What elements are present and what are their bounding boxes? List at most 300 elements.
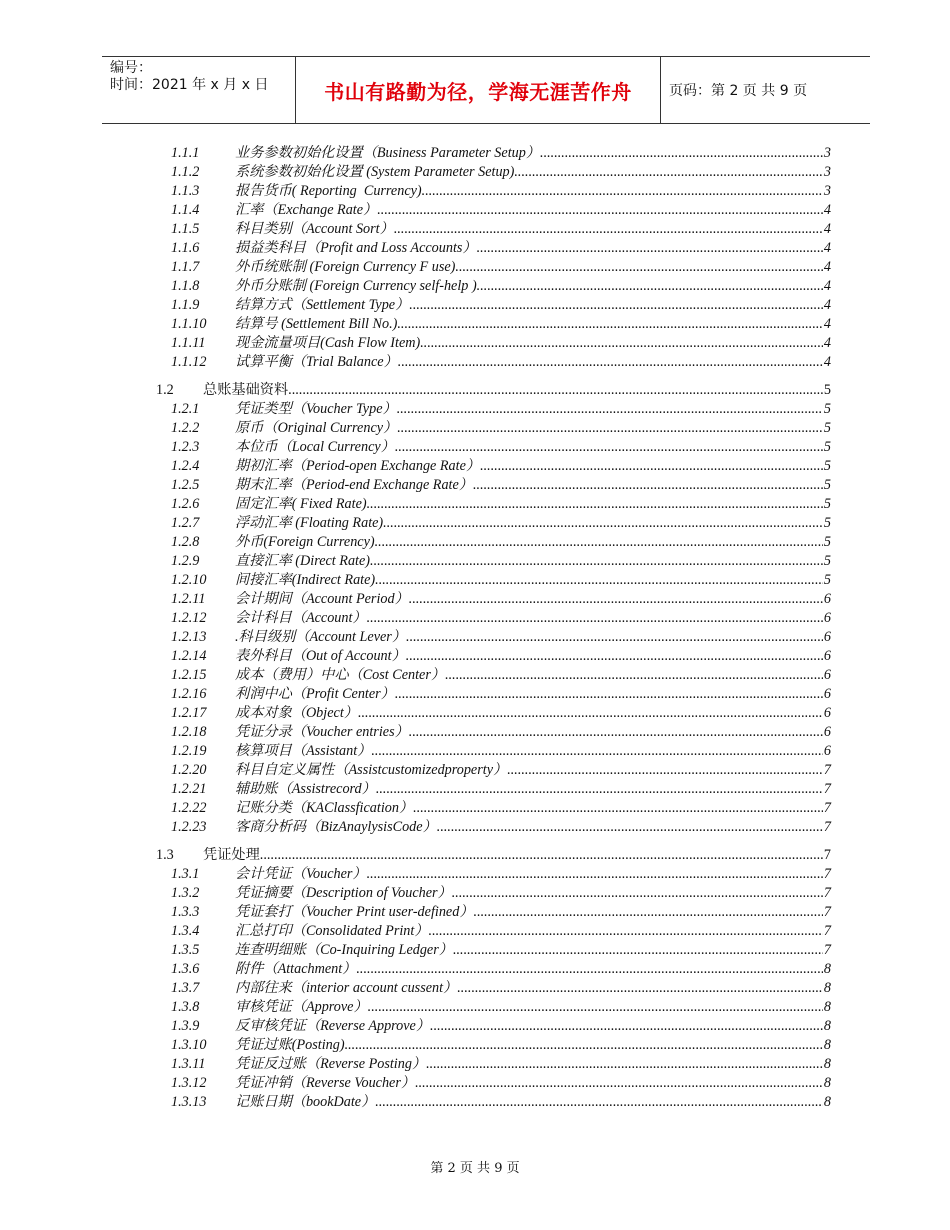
toc-entry-number: 1.2.6 — [171, 496, 200, 512]
toc-entry[interactable] — [0, 296, 950, 315]
toc-dot-leader — [477, 239, 823, 258]
toc-entry-title: 利润中心（Profit Center） — [235, 686, 395, 702]
toc-entry-line — [235, 258, 831, 277]
toc-entry-line — [235, 296, 831, 315]
toc-entry-title: 凭证类型（Voucher Type） — [235, 401, 397, 417]
toc-entry-title: 总账基础资料 — [203, 382, 289, 398]
toc-entry-line — [235, 1074, 831, 1093]
toc-entry-page: 6 — [823, 705, 831, 721]
toc-entry[interactable] — [0, 552, 950, 571]
toc-entry-page: 8 — [823, 961, 831, 977]
toc-entry-number: 1.2.1 — [171, 401, 200, 417]
toc-entry[interactable] — [0, 334, 950, 353]
toc-entry[interactable] — [0, 277, 950, 296]
toc-entry-page: 7 — [823, 800, 831, 816]
toc-entry-number: 1.2.23 — [171, 819, 207, 835]
toc-entry-number: 1.1.8 — [171, 278, 200, 294]
toc-entry-page: 6 — [823, 591, 831, 607]
toc-entry-line — [235, 182, 831, 201]
toc-entry[interactable] — [0, 239, 950, 258]
toc-dot-leader — [406, 628, 823, 647]
toc-dot-leader — [420, 334, 823, 353]
toc-entry-line — [235, 277, 831, 296]
toc-entry[interactable] — [0, 780, 950, 799]
toc-entry-line — [235, 1036, 831, 1055]
toc-dot-leader — [477, 277, 823, 296]
toc-entry[interactable] — [0, 960, 950, 979]
toc-dot-leader — [426, 1055, 823, 1074]
toc-dot-leader — [473, 476, 823, 495]
toc-entry-number: 1.2.15 — [171, 667, 207, 683]
toc-dot-leader — [367, 865, 823, 884]
toc-entry-page: 7 — [823, 885, 831, 901]
toc-entry-line — [235, 1017, 831, 1036]
toc-entry-number: 1.1.12 — [171, 354, 207, 370]
toc-entry-title: 结算方式（Settlement Type） — [235, 297, 410, 313]
toc-entry-page: 5 — [823, 439, 831, 455]
toc-entry-line — [235, 628, 831, 647]
toc-entry-number: 1.3.10 — [171, 1037, 207, 1053]
toc-entry-line — [235, 723, 831, 742]
toc-entry-page: 7 — [823, 923, 831, 939]
toc-entry-line — [235, 315, 831, 334]
toc-entry-title: 浮动汇率 (Floating Rate) — [235, 515, 384, 531]
toc-section — [0, 144, 950, 372]
toc-entry-title: 科目类别（Account Sort） — [235, 221, 394, 237]
toc-entry-title: 汇总打印（Consolidated Print） — [235, 923, 429, 939]
page-footer — [0, 1157, 950, 1176]
toc-dot-leader — [480, 457, 823, 476]
toc-entry[interactable] — [0, 590, 950, 609]
toc-entry-title: 内部往来（interior account cussent） — [235, 980, 458, 996]
toc-entry[interactable] — [0, 609, 950, 628]
toc-entry-page: 6 — [823, 724, 831, 740]
toc-entry-line — [235, 704, 831, 723]
toc-dot-leader — [474, 903, 823, 922]
toc-entry-title: 间接汇率(Indirect Rate) — [235, 572, 376, 588]
toc-entry-line — [235, 1093, 831, 1112]
toc-entry-line — [235, 647, 831, 666]
toc-dot-leader — [367, 609, 823, 628]
toc-entry[interactable] — [0, 704, 950, 723]
toc-entry-title: 业务参数初始化设置（Business Parameter Setup） — [235, 145, 541, 161]
toc-entry-number: 1.2.16 — [171, 686, 207, 702]
toc-entry-page: 5 — [823, 572, 831, 588]
toc-entry-page: 4 — [823, 240, 831, 256]
toc-entry-title: 记账分类（KAClassfication） — [235, 800, 414, 816]
toc-entry-title: 审核凭证（Approve） — [235, 999, 368, 1015]
toc-entry[interactable] — [0, 571, 950, 590]
toc-entry-title: 本位币（Local Currency） — [235, 439, 395, 455]
toc-dot-leader — [397, 419, 823, 438]
toc-entry-title: 反审核凭证（Reverse Approve） — [235, 1018, 431, 1034]
toc-dot-leader — [415, 1074, 823, 1093]
toc-entry-number: 1.2.14 — [171, 648, 207, 664]
toc-dot-leader — [455, 258, 823, 277]
toc-entry-page: 7 — [823, 866, 831, 882]
toc-entry-number: 1.1.7 — [171, 259, 200, 275]
toc-entry-number: 1.2.9 — [171, 553, 200, 569]
toc-dot-leader — [457, 979, 823, 998]
toc-entry-number: 1.3.3 — [171, 904, 200, 920]
toc-dot-leader — [375, 1093, 823, 1112]
toc-entry-page: 4 — [823, 221, 831, 237]
toc-dot-leader — [383, 514, 823, 533]
document-number-label: 编号： — [110, 60, 152, 76]
toc-dot-leader — [406, 647, 823, 666]
toc-entry-title: 汇率（Exchange Rate） — [235, 202, 378, 218]
toc-entry-title: 期初汇率（Period-open Exchange Rate） — [235, 458, 481, 474]
toc-entry[interactable] — [0, 220, 950, 239]
toc-entry[interactable] — [0, 419, 950, 438]
toc-entry-line — [235, 998, 831, 1017]
toc-entry[interactable] — [0, 438, 950, 457]
toc-entry-line — [235, 353, 831, 372]
toc-entry-title: 会计科目（Account） — [235, 610, 367, 626]
toc-entry-title: 外币分账制 (Foreign Currency self-help ) — [235, 278, 477, 294]
toc-entry-number: 1.2.7 — [171, 515, 200, 531]
toc-entry-title: 外币(Foreign Currency) — [235, 534, 375, 550]
toc-entry-page: 6 — [823, 686, 831, 702]
toc-entry-number: 1.2.11 — [171, 591, 206, 607]
toc-entry-page: 7 — [823, 942, 831, 958]
toc-entry-line — [235, 1055, 831, 1074]
toc-entry-title: 期末汇率（Period-end Exchange Rate） — [235, 477, 473, 493]
toc-dot-leader — [430, 1017, 823, 1036]
toc-entry-page: 5 — [823, 420, 831, 436]
toc-entry-page: 5 — [823, 477, 831, 493]
toc-entry-title: 表外科目（Out of Account） — [235, 648, 406, 664]
toc-dot-leader — [540, 144, 823, 163]
toc-dot-leader — [358, 704, 823, 723]
toc-entry-line — [235, 457, 831, 476]
header-meta — [102, 57, 296, 123]
toc-entry-line — [203, 381, 831, 400]
toc-dot-leader — [409, 296, 823, 315]
toc-entry-title: 凭证摘要（Description of Voucher） — [235, 885, 452, 901]
toc-entry-page: 8 — [823, 1056, 831, 1072]
toc-dot-leader — [375, 533, 823, 552]
toc-entry-number: 1.2.18 — [171, 724, 207, 740]
toc-entry-number: 1.1.6 — [171, 240, 200, 256]
toc-entry-page: 5 — [823, 496, 831, 512]
toc-entry[interactable] — [0, 182, 950, 201]
toc-entry-title: 外币统账制 (Foreign Currency F use) — [235, 259, 456, 275]
toc-dot-leader — [507, 761, 823, 780]
toc-entry-line — [235, 590, 831, 609]
toc-entry[interactable] — [0, 1017, 950, 1036]
table-of-contents — [0, 144, 950, 1112]
toc-entry-line — [235, 761, 831, 780]
toc-entry-number: 1.2 — [156, 382, 174, 398]
toc-entry-page: 5 — [823, 458, 831, 474]
toc-dot-leader — [445, 666, 823, 685]
toc-dot-leader — [288, 381, 823, 400]
toc-entry-number: 1.2.17 — [171, 705, 207, 721]
toc-entry-page: 6 — [823, 743, 831, 759]
toc-entry-line — [235, 818, 831, 837]
toc-entry-line — [235, 476, 831, 495]
toc-entry[interactable] — [0, 163, 950, 182]
toc-entry-number: 1.3.11 — [171, 1056, 206, 1072]
toc-entry[interactable] — [0, 979, 950, 998]
toc-dot-leader — [422, 182, 823, 201]
toc-entry[interactable] — [0, 353, 950, 372]
toc-entry-page: 5 — [823, 534, 831, 550]
toc-entry-page: 3 — [823, 183, 831, 199]
toc-entry-line — [235, 144, 831, 163]
toc-section-heading[interactable] — [0, 846, 950, 865]
toc-entry[interactable] — [0, 818, 950, 837]
toc-entry-number: 1.3.13 — [171, 1094, 207, 1110]
toc-entry-title: 附件（Attachment） — [235, 961, 357, 977]
toc-entry-line — [235, 571, 831, 590]
toc-dot-leader — [429, 922, 823, 941]
toc-entry-title: 科目自定义属性（Assistcustomizedproperty） — [235, 762, 508, 778]
toc-entry[interactable] — [0, 799, 950, 818]
toc-entry-title: 凭证处理 — [203, 847, 260, 863]
toc-entry-line — [235, 334, 831, 353]
toc-entry[interactable] — [0, 1055, 950, 1074]
toc-entry-title: .科目级别（Account Lever） — [235, 629, 407, 645]
toc-entry-line — [235, 552, 831, 571]
toc-entry-line — [235, 495, 831, 514]
toc-entry-title: 会计期间（Account Period） — [235, 591, 409, 607]
toc-entry-number: 1.2.10 — [171, 572, 207, 588]
toc-entry-line — [235, 163, 831, 182]
toc-entry-page: 5 — [823, 515, 831, 531]
toc-entry-number: 1.1.11 — [171, 335, 206, 351]
toc-entry-page: 7 — [823, 781, 831, 797]
toc-entry-line — [235, 685, 831, 704]
toc-entry-number: 1.3.9 — [171, 1018, 200, 1034]
toc-entry-page: 4 — [823, 297, 831, 313]
toc-dot-leader — [409, 590, 823, 609]
toc-entry-number: 1.1.5 — [171, 221, 200, 237]
toc-entry-page: 6 — [823, 648, 831, 664]
toc-entry[interactable] — [0, 628, 950, 647]
toc-entry-page: 7 — [823, 762, 831, 778]
toc-dot-leader — [514, 163, 823, 182]
toc-entry-number: 1.3.1 — [171, 866, 200, 882]
toc-entry-line — [235, 533, 831, 552]
toc-entry[interactable] — [0, 400, 950, 419]
toc-dot-leader — [375, 571, 823, 590]
toc-dot-leader — [413, 799, 823, 818]
toc-entry-number: 1.1.1 — [171, 145, 200, 161]
toc-entry-number: 1.2.19 — [171, 743, 207, 759]
toc-entry-title: 原币（Original Currency） — [235, 420, 398, 436]
toc-entry-number: 1.1.3 — [171, 183, 200, 199]
toc-entry-line — [235, 239, 831, 258]
toc-entry-line — [235, 884, 831, 903]
toc-entry-number: 1.2.13 — [171, 629, 207, 645]
toc-entry-page: 4 — [823, 335, 831, 351]
toc-entry-number: 1.3.5 — [171, 942, 200, 958]
toc-entry[interactable] — [0, 1074, 950, 1093]
toc-section — [0, 381, 950, 837]
toc-entry-number: 1.1.10 — [171, 316, 207, 332]
toc-entry-title: 核算项目（Assistant） — [235, 743, 372, 759]
toc-entry-title: 会计凭证（Voucher） — [235, 866, 367, 882]
toc-entry-number: 1.3 — [156, 847, 174, 863]
toc-entry-line — [235, 400, 831, 419]
toc-entry[interactable] — [0, 1036, 950, 1055]
toc-entry-number: 1.2.22 — [171, 800, 207, 816]
document-time-label: 时间：2021 年 x 月 x 日 — [110, 77, 269, 93]
toc-entry-page: 6 — [823, 610, 831, 626]
toc-entry-number: 1.3.7 — [171, 980, 200, 996]
toc-section-heading[interactable] — [0, 381, 950, 400]
toc-dot-leader — [376, 780, 823, 799]
toc-entry[interactable] — [0, 922, 950, 941]
toc-entry[interactable] — [0, 476, 950, 495]
toc-entry[interactable] — [0, 685, 950, 704]
toc-section — [0, 846, 950, 1112]
toc-entry-title: 固定汇率( Fixed Rate) — [235, 496, 367, 512]
toc-entry-page: 4 — [823, 316, 831, 332]
toc-entry-number: 1.3.4 — [171, 923, 200, 939]
toc-entry-title: 客商分析码（BizAnaylysisCode） — [235, 819, 437, 835]
toc-entry[interactable] — [0, 884, 950, 903]
toc-entry[interactable] — [0, 457, 950, 476]
toc-entry-number: 1.2.20 — [171, 762, 207, 778]
toc-entry-number: 1.3.2 — [171, 885, 200, 901]
toc-entry-page: 7 — [823, 847, 831, 863]
toc-entry-line — [235, 220, 831, 239]
toc-entry-line — [235, 666, 831, 685]
toc-entry-page: 4 — [823, 278, 831, 294]
toc-entry-title: 辅助账（Assistrecord） — [235, 781, 376, 797]
toc-entry-page: 3 — [823, 145, 831, 161]
toc-entry-title: 报告货币( Reporting Currency) — [235, 183, 422, 199]
toc-dot-leader — [394, 220, 823, 239]
toc-entry-number: 1.2.8 — [171, 534, 200, 550]
toc-entry-number: 1.2.2 — [171, 420, 200, 436]
toc-entry-title: 连查明细账（Co-Inquiring Ledger） — [235, 942, 453, 958]
toc-entry-page: 7 — [823, 904, 831, 920]
toc-entry-page: 5 — [823, 382, 831, 398]
toc-entry-page: 6 — [823, 629, 831, 645]
toc-entry-page: 3 — [823, 164, 831, 180]
toc-entry[interactable] — [0, 666, 950, 685]
toc-entry-line — [235, 922, 831, 941]
toc-dot-leader — [397, 400, 823, 419]
toc-entry-page: 7 — [823, 819, 831, 835]
toc-dot-leader — [437, 818, 823, 837]
toc-entry-page: 4 — [823, 202, 831, 218]
toc-entry-page: 8 — [823, 1094, 831, 1110]
page-header — [102, 56, 870, 124]
toc-entry-title: 成本对象（Object） — [235, 705, 358, 721]
toc-dot-leader — [395, 685, 823, 704]
toc-entry-page: 8 — [823, 1018, 831, 1034]
toc-entry-number: 1.2.5 — [171, 477, 200, 493]
toc-dot-leader — [395, 438, 823, 457]
toc-entry[interactable] — [0, 1093, 950, 1112]
toc-entry[interactable] — [0, 514, 950, 533]
toc-dot-leader — [260, 846, 823, 865]
toc-entry-number: 1.3.12 — [171, 1075, 207, 1091]
toc-entry-page: 8 — [823, 999, 831, 1015]
toc-entry-line — [235, 979, 831, 998]
toc-dot-leader — [356, 960, 823, 979]
toc-entry[interactable] — [0, 998, 950, 1017]
toc-entry-line — [235, 419, 831, 438]
toc-entry-page: 5 — [823, 553, 831, 569]
toc-entry-title: 系统参数初始化设置 (System Parameter Setup) — [235, 164, 515, 180]
toc-entry-number: 1.2.12 — [171, 610, 207, 626]
toc-dot-leader — [398, 353, 823, 372]
toc-entry[interactable] — [0, 941, 950, 960]
toc-entry-title: 损益类科目（Profit and Loss Accounts） — [235, 240, 477, 256]
toc-entry[interactable] — [0, 495, 950, 514]
toc-entry-line — [235, 609, 831, 628]
toc-entry[interactable] — [0, 533, 950, 552]
toc-entry-line — [235, 514, 831, 533]
toc-dot-leader — [370, 552, 823, 571]
toc-dot-leader — [453, 941, 823, 960]
toc-entry-line — [235, 201, 831, 220]
toc-dot-leader — [409, 723, 823, 742]
toc-entry-line — [235, 865, 831, 884]
toc-entry[interactable] — [0, 761, 950, 780]
footer-page-text: 第 2 页 共 9 页 — [430, 1161, 520, 1176]
toc-dot-leader — [397, 315, 823, 334]
toc-entry[interactable] — [0, 742, 950, 761]
toc-entry-page: 4 — [823, 354, 831, 370]
toc-entry-title: 凭证过账(Posting) — [235, 1037, 345, 1053]
toc-entry-line — [235, 960, 831, 979]
toc-entry-number: 1.2.3 — [171, 439, 200, 455]
toc-entry-title: 记账日期（bookDate） — [235, 1094, 376, 1110]
toc-entry-number: 1.2.21 — [171, 781, 207, 797]
toc-entry-line — [235, 799, 831, 818]
toc-entry-number: 1.1.4 — [171, 202, 200, 218]
toc-entry-title: 结算号 (Settlement Bill No.) — [235, 316, 398, 332]
toc-dot-leader — [452, 884, 823, 903]
toc-entry[interactable] — [0, 723, 950, 742]
toc-entry[interactable] — [0, 258, 950, 277]
toc-entry-line — [235, 941, 831, 960]
toc-entry-number: 1.3.8 — [171, 999, 200, 1015]
toc-entry-number: 1.1.2 — [171, 164, 200, 180]
toc-entry-page: 6 — [823, 667, 831, 683]
toc-entry-title: 现金流量项目(Cash Flow Item) — [235, 335, 421, 351]
toc-dot-leader — [377, 201, 823, 220]
toc-entry-line — [235, 903, 831, 922]
toc-entry-page: 4 — [823, 259, 831, 275]
toc-entry-line — [203, 846, 831, 865]
toc-entry-line — [235, 780, 831, 799]
header-page-info: 页码：第 2 页 共 9 页 — [669, 83, 808, 99]
toc-entry-page: 8 — [823, 980, 831, 996]
toc-dot-leader — [345, 1036, 823, 1055]
toc-entry[interactable] — [0, 201, 950, 220]
toc-entry-title: 凭证冲销（Reverse Voucher） — [235, 1075, 416, 1091]
toc-entry[interactable] — [0, 647, 950, 666]
toc-entry[interactable] — [0, 315, 950, 334]
toc-entry-title: 凭证反过账（Reverse Posting） — [235, 1056, 427, 1072]
toc-entry-title: 试算平衡（Trial Balance） — [235, 354, 398, 370]
toc-entry-title: 凭证分录（Voucher entries） — [235, 724, 409, 740]
toc-entry[interactable] — [0, 903, 950, 922]
toc-entry-number: 1.2.4 — [171, 458, 200, 474]
toc-entry[interactable] — [0, 144, 950, 163]
toc-entry-number: 1.3.6 — [171, 961, 200, 977]
toc-dot-leader — [367, 495, 823, 514]
toc-entry[interactable] — [0, 865, 950, 884]
